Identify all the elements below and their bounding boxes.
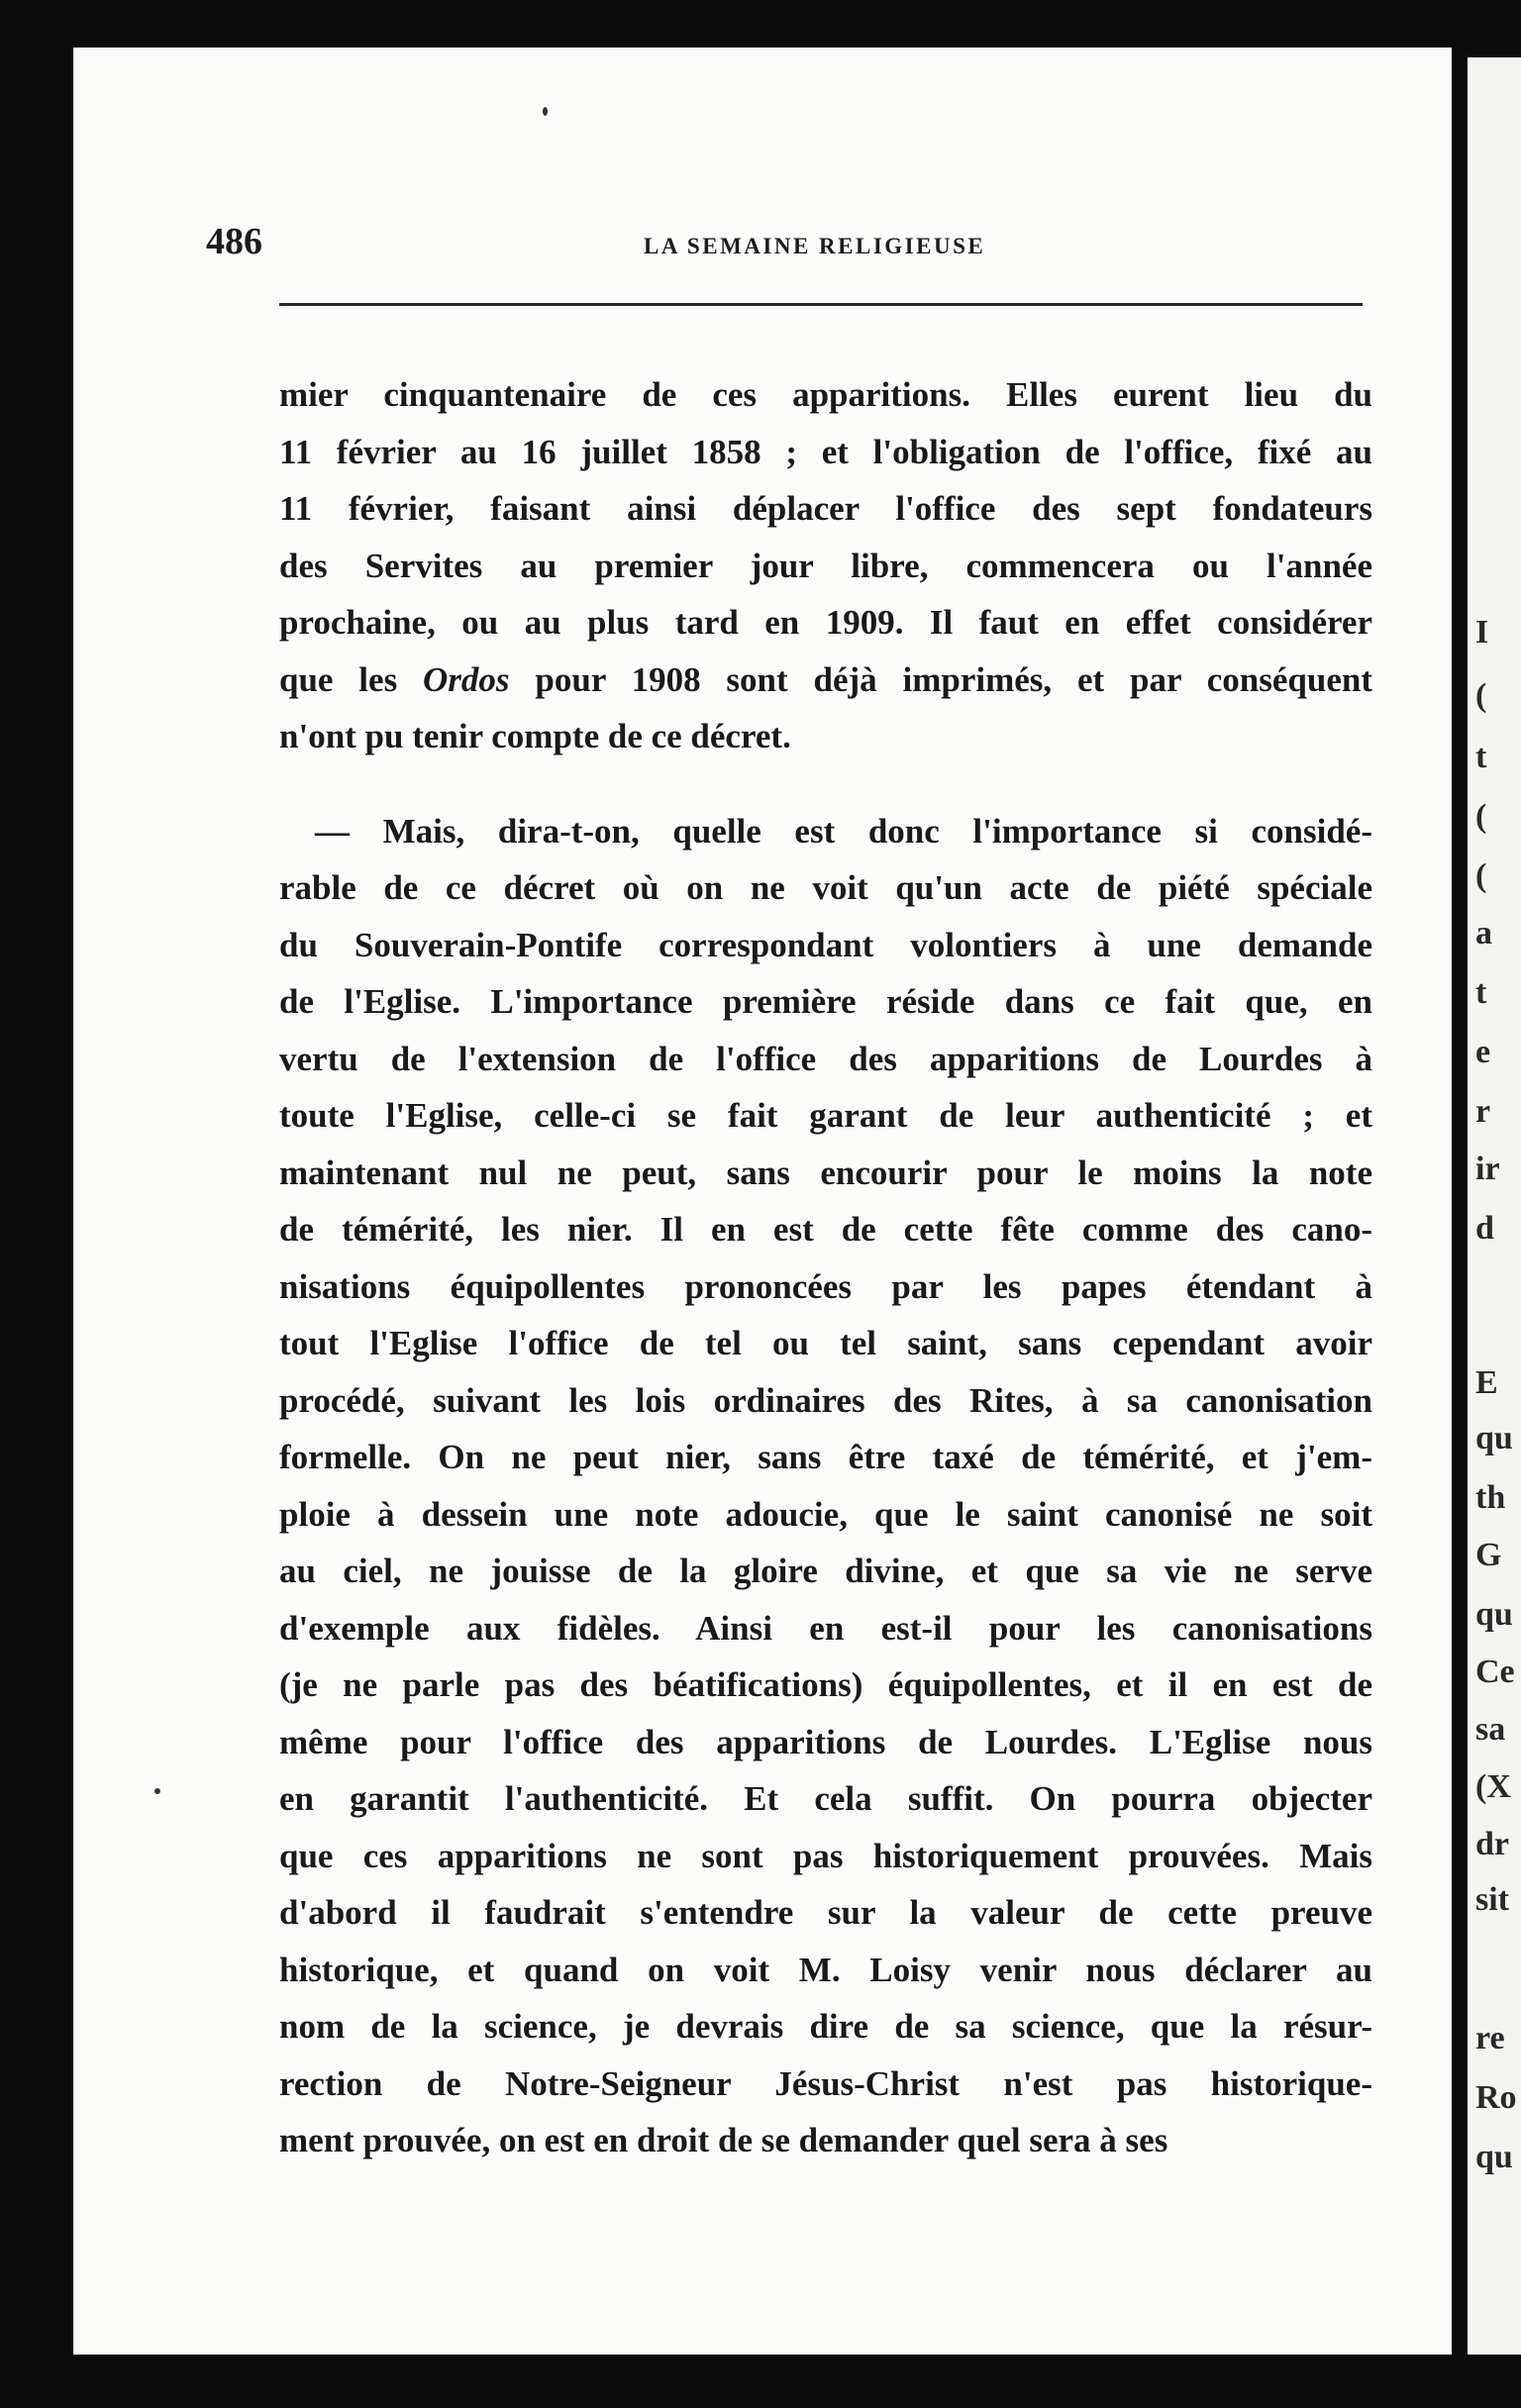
text-line: maintenant nul ne peut, sans encourir pour le moins la note bbox=[279, 1153, 1372, 1192]
text-line: — Mais, dira-t-on, quelle est donc l'importance si considé- bbox=[315, 811, 1372, 851]
header-rule bbox=[279, 303, 1363, 306]
facing-page-fragment: re bbox=[1475, 2020, 1505, 2057]
running-title: LA SEMAINE RELIGIEUSE bbox=[644, 234, 986, 258]
facing-page-fragment: t bbox=[1475, 739, 1487, 775]
facing-page-fragment: d bbox=[1475, 1210, 1494, 1247]
facing-page-fragment: sit bbox=[1475, 1881, 1509, 1918]
facing-page-fragment: Ro bbox=[1475, 2079, 1517, 2116]
facing-page-fragment: Ce bbox=[1475, 1654, 1515, 1690]
text-line: toute l'Eglise, celle-ci se fait garant de leur authenticité ; et bbox=[279, 1096, 1372, 1135]
text-line: nisations équipollentes prononcées par les papes étendant à bbox=[279, 1266, 1372, 1306]
text-segment: que les bbox=[279, 659, 424, 699]
facing-page-fragment: (X bbox=[1475, 1768, 1511, 1805]
facing-page-fragment: th bbox=[1475, 1479, 1506, 1516]
facing-page-fragment: G bbox=[1475, 1537, 1502, 1573]
facing-page-fragment: I bbox=[1475, 614, 1489, 651]
text-line: même pour l'office des apparitions de Lourdes. L'Eglise nous bbox=[279, 1722, 1372, 1761]
paragraph-gap bbox=[279, 765, 1372, 803]
facing-page-fragment: t bbox=[1475, 974, 1487, 1011]
text-line: nom de la science, je devrais dire de sa science, que la résur- bbox=[279, 2007, 1372, 2046]
facing-page-fragment: a bbox=[1475, 915, 1492, 952]
text-line: au ciel, ne jouisse de la gloire divine, et que sa vie ne serve bbox=[279, 1552, 1372, 1590]
text-line: des Servites au premier jour libre, commencera ou l'année bbox=[279, 546, 1372, 585]
facing-page-edge bbox=[1468, 57, 1521, 2355]
facing-page-fragment: qu bbox=[1475, 2139, 1513, 2175]
text-line bbox=[279, 652, 1372, 709]
text-line: n'ont pu tenir compte de ce décret. bbox=[279, 717, 791, 755]
text-line: prochaine, ou au plus tard en 1909. Il faut en effet considérer bbox=[279, 603, 1372, 642]
text-line: d'exemple aux fidèles. Ainsi en est-il pour les canonisations bbox=[279, 1608, 1372, 1648]
text-line: d'abord il faudrait s'entendre sur la valeur de cette preuve bbox=[279, 1893, 1372, 1932]
body-text bbox=[279, 366, 1372, 2169]
facing-page-fragment: ( bbox=[1475, 798, 1487, 835]
scan-speck bbox=[154, 1788, 160, 1794]
facing-page-fragment: sa bbox=[1475, 1711, 1506, 1748]
facing-page-fragment: e bbox=[1475, 1034, 1491, 1070]
text-line: historique, et quand on voit M. Loisy venir nous déclarer au bbox=[279, 1950, 1372, 1989]
text-line: de témérité, les nier. Il en est de cette fête comme des cano- bbox=[279, 1210, 1372, 1249]
facing-page-fragment: qu bbox=[1475, 1420, 1513, 1456]
scan-speck bbox=[543, 107, 548, 116]
text-line: mier cinquantenaire de ces apparitions. Elles eurent lieu du bbox=[279, 375, 1372, 414]
text-line: en garantit l'authenticité. Et cela suffit. On pourra objecter bbox=[279, 1779, 1372, 1818]
text-line: (je ne parle pas des béatifications) équipollentes, et il en est de bbox=[279, 1665, 1372, 1704]
facing-page-fragment: dr bbox=[1475, 1826, 1509, 1862]
text-line: rection de Notre-Seigneur Jésus-Christ n'est pas historique- bbox=[279, 2063, 1372, 2103]
facing-page-fragment: E bbox=[1475, 1364, 1498, 1401]
text-line: tout l'Eglise l'office de tel ou tel saint, sans cependant avoir bbox=[279, 1324, 1372, 1362]
text-line: du Souverain-Pontife correspondant volontiers à une demande bbox=[279, 925, 1372, 964]
text-line: 11 février au 16 juillet 1858 ; et l'obligation de l'office, fixé au bbox=[279, 432, 1372, 471]
facing-page-fragment: r bbox=[1475, 1093, 1491, 1130]
text-line: que ces apparitions ne sont pas historiquement prouvées. Mais bbox=[279, 1836, 1372, 1875]
text-line: ploie à dessein une note adoucie, que le saint canonisé ne soit bbox=[279, 1494, 1372, 1534]
facing-page-fragment: qu bbox=[1475, 1596, 1513, 1633]
facing-page-fragment: ir bbox=[1475, 1151, 1500, 1187]
text-line: de l'Eglise. L'importance première réside dans ce fait que, en bbox=[279, 982, 1372, 1021]
facing-page-fragment: ( bbox=[1475, 857, 1487, 894]
text-line: procédé, suivant les lois ordinaires des Rites, à sa canonisation bbox=[279, 1380, 1372, 1420]
text-line: vertu de l'extension de l'office des apparitions de Lourdes à bbox=[279, 1039, 1372, 1078]
facing-page-fragment: ( bbox=[1475, 677, 1487, 714]
text-segment: pour 1908 sont déjà imprimés, et par conséquent bbox=[509, 659, 1372, 699]
text-line: formelle. On ne peut nier, sans être taxé de témérité, et j'em- bbox=[279, 1438, 1372, 1476]
text-line: rable de ce décret où on ne voit qu'un acte de piété spéciale bbox=[279, 868, 1372, 907]
text-line: ment prouvée, on est en droit de se demander quel sera à ses bbox=[279, 2121, 1168, 2159]
text-line: 11 février, faisant ainsi déplacer l'office des sept fondateurs bbox=[279, 489, 1372, 528]
italic-term: Ordos bbox=[423, 659, 510, 699]
page-number: 486 bbox=[206, 221, 262, 262]
